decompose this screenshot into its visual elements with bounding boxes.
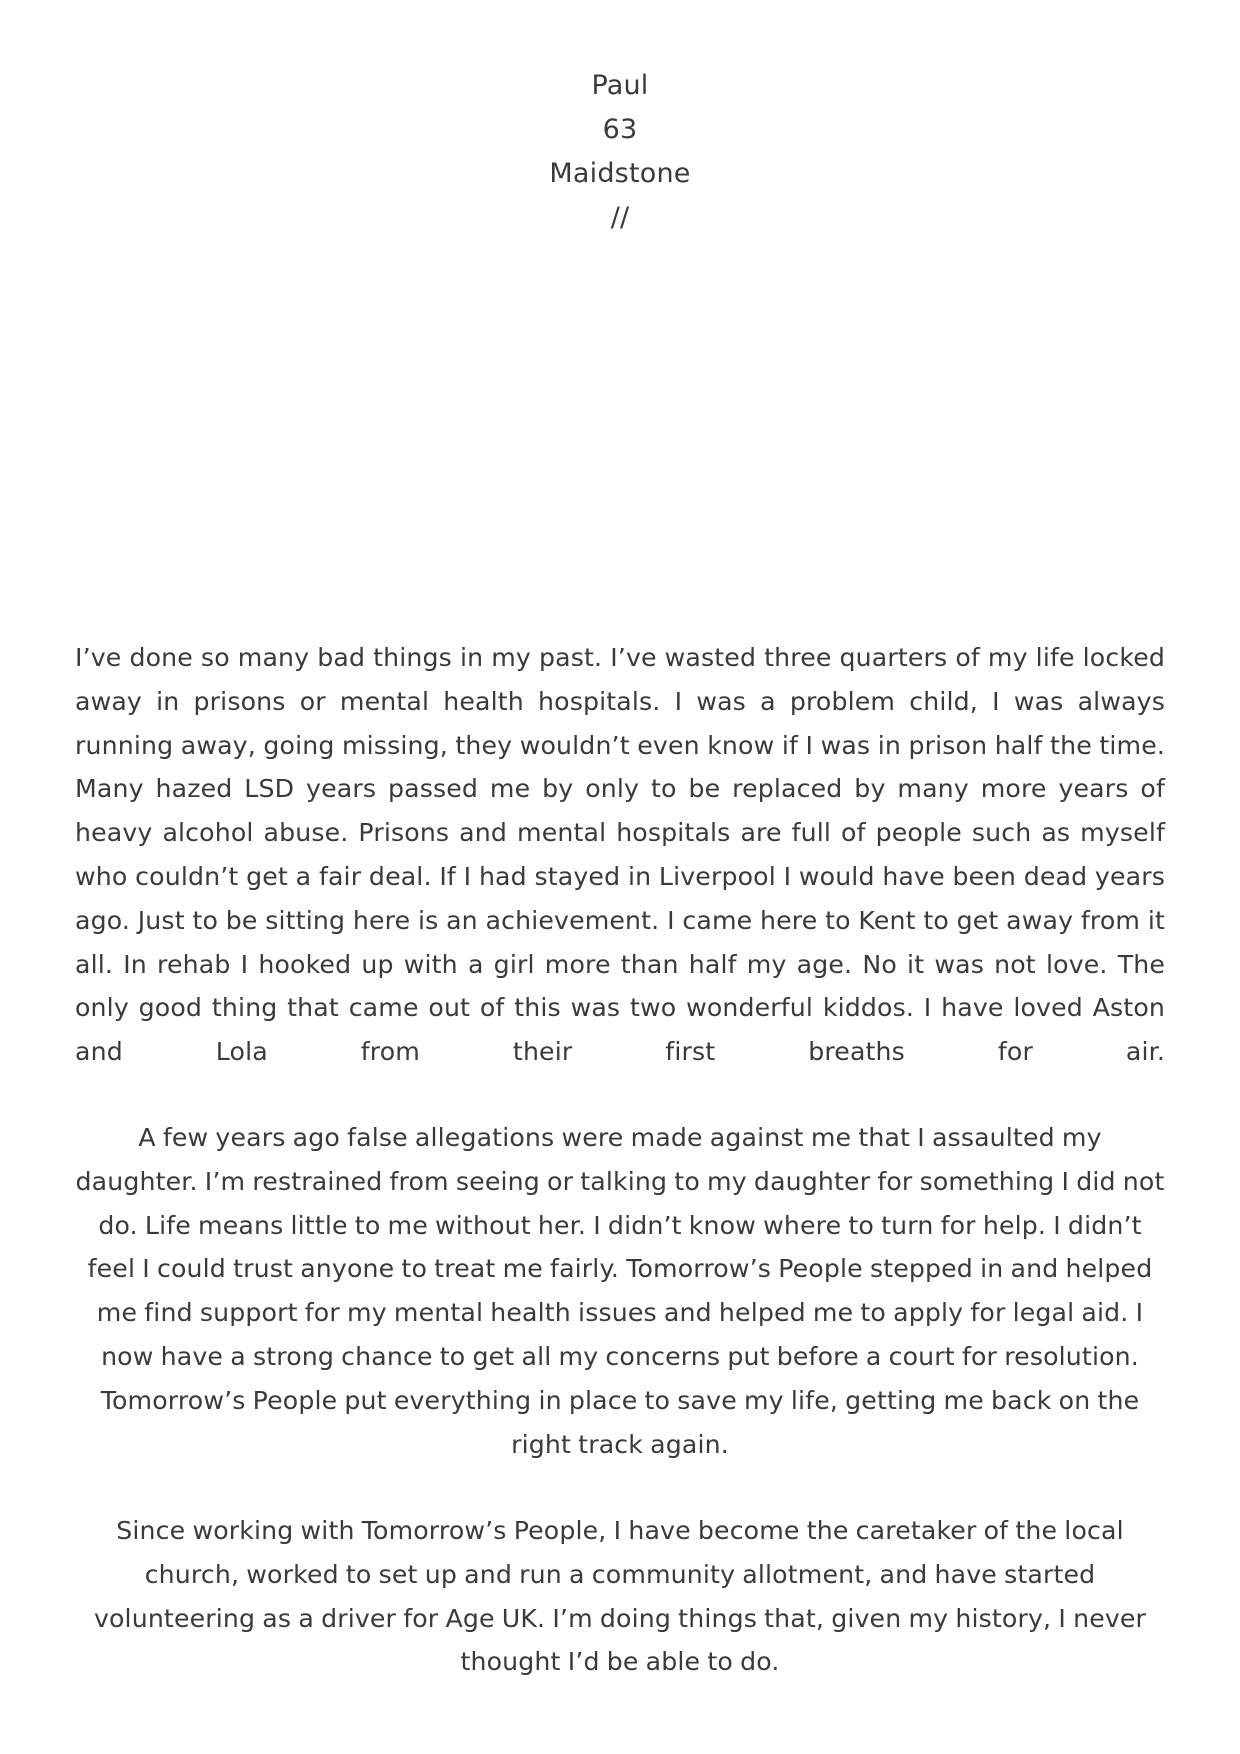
person-age: 63 <box>602 114 638 145</box>
header-divider: // <box>610 202 630 233</box>
profile-header <box>0 64 1240 240</box>
person-name: Paul <box>591 70 649 101</box>
story-paragraph-1: I’ve done so many bad things in my past. I’ve wasted three quarters of my life locked away in prisons or mental health hospitals. I was a problem child, I was always running away, going missing, they wouldn’t even know if I was in prison half the time. Many hazed LSD years passed me by only to be replaced by many more years of heavy alcohol abuse. Prisons and mental hospitals are full of people such as myself who couldn’t get a fair deal. If I had stayed in Liverpool I would have been dead years ago. Just to be sitting here is an achievement. I came here to Kent to get away from it all. In rehab I hooked up with a girl more than half my age. No it was not love. The only good thing that came out of this was two wonderful kiddos. I have loved Aston and Lola from their first breaths for air. <box>75 643 1165 1067</box>
person-location: Maidstone <box>549 158 691 189</box>
story-paragraph-2: A few years ago false allegations were made against me that I assaulted my daughter. I’m restrained from seeing or talking to my daughter for something I did not do. Life means little to me without her. I didn’t know where to turn for help. I didn’t feel I could trust anyone to treat me fairly. Tomorrow’s People stepped in and helped me find support for my mental health issues and helped me to apply for legal aid. I now have a strong chance to get all my concerns put before a court for resolution. Tomorrow’s People put everything in place to save my life, getting me back on the right track again. <box>75 1123 1165 1459</box>
story-paragraph-3: Since working with Tomorrow’s People, I have become the caretaker of the local church, worked to set up and run a community allotment, and have started volunteering as a driver for Age UK. I’m doing things that, given my history, I never thought I’d be able to do. <box>93 1516 1147 1677</box>
